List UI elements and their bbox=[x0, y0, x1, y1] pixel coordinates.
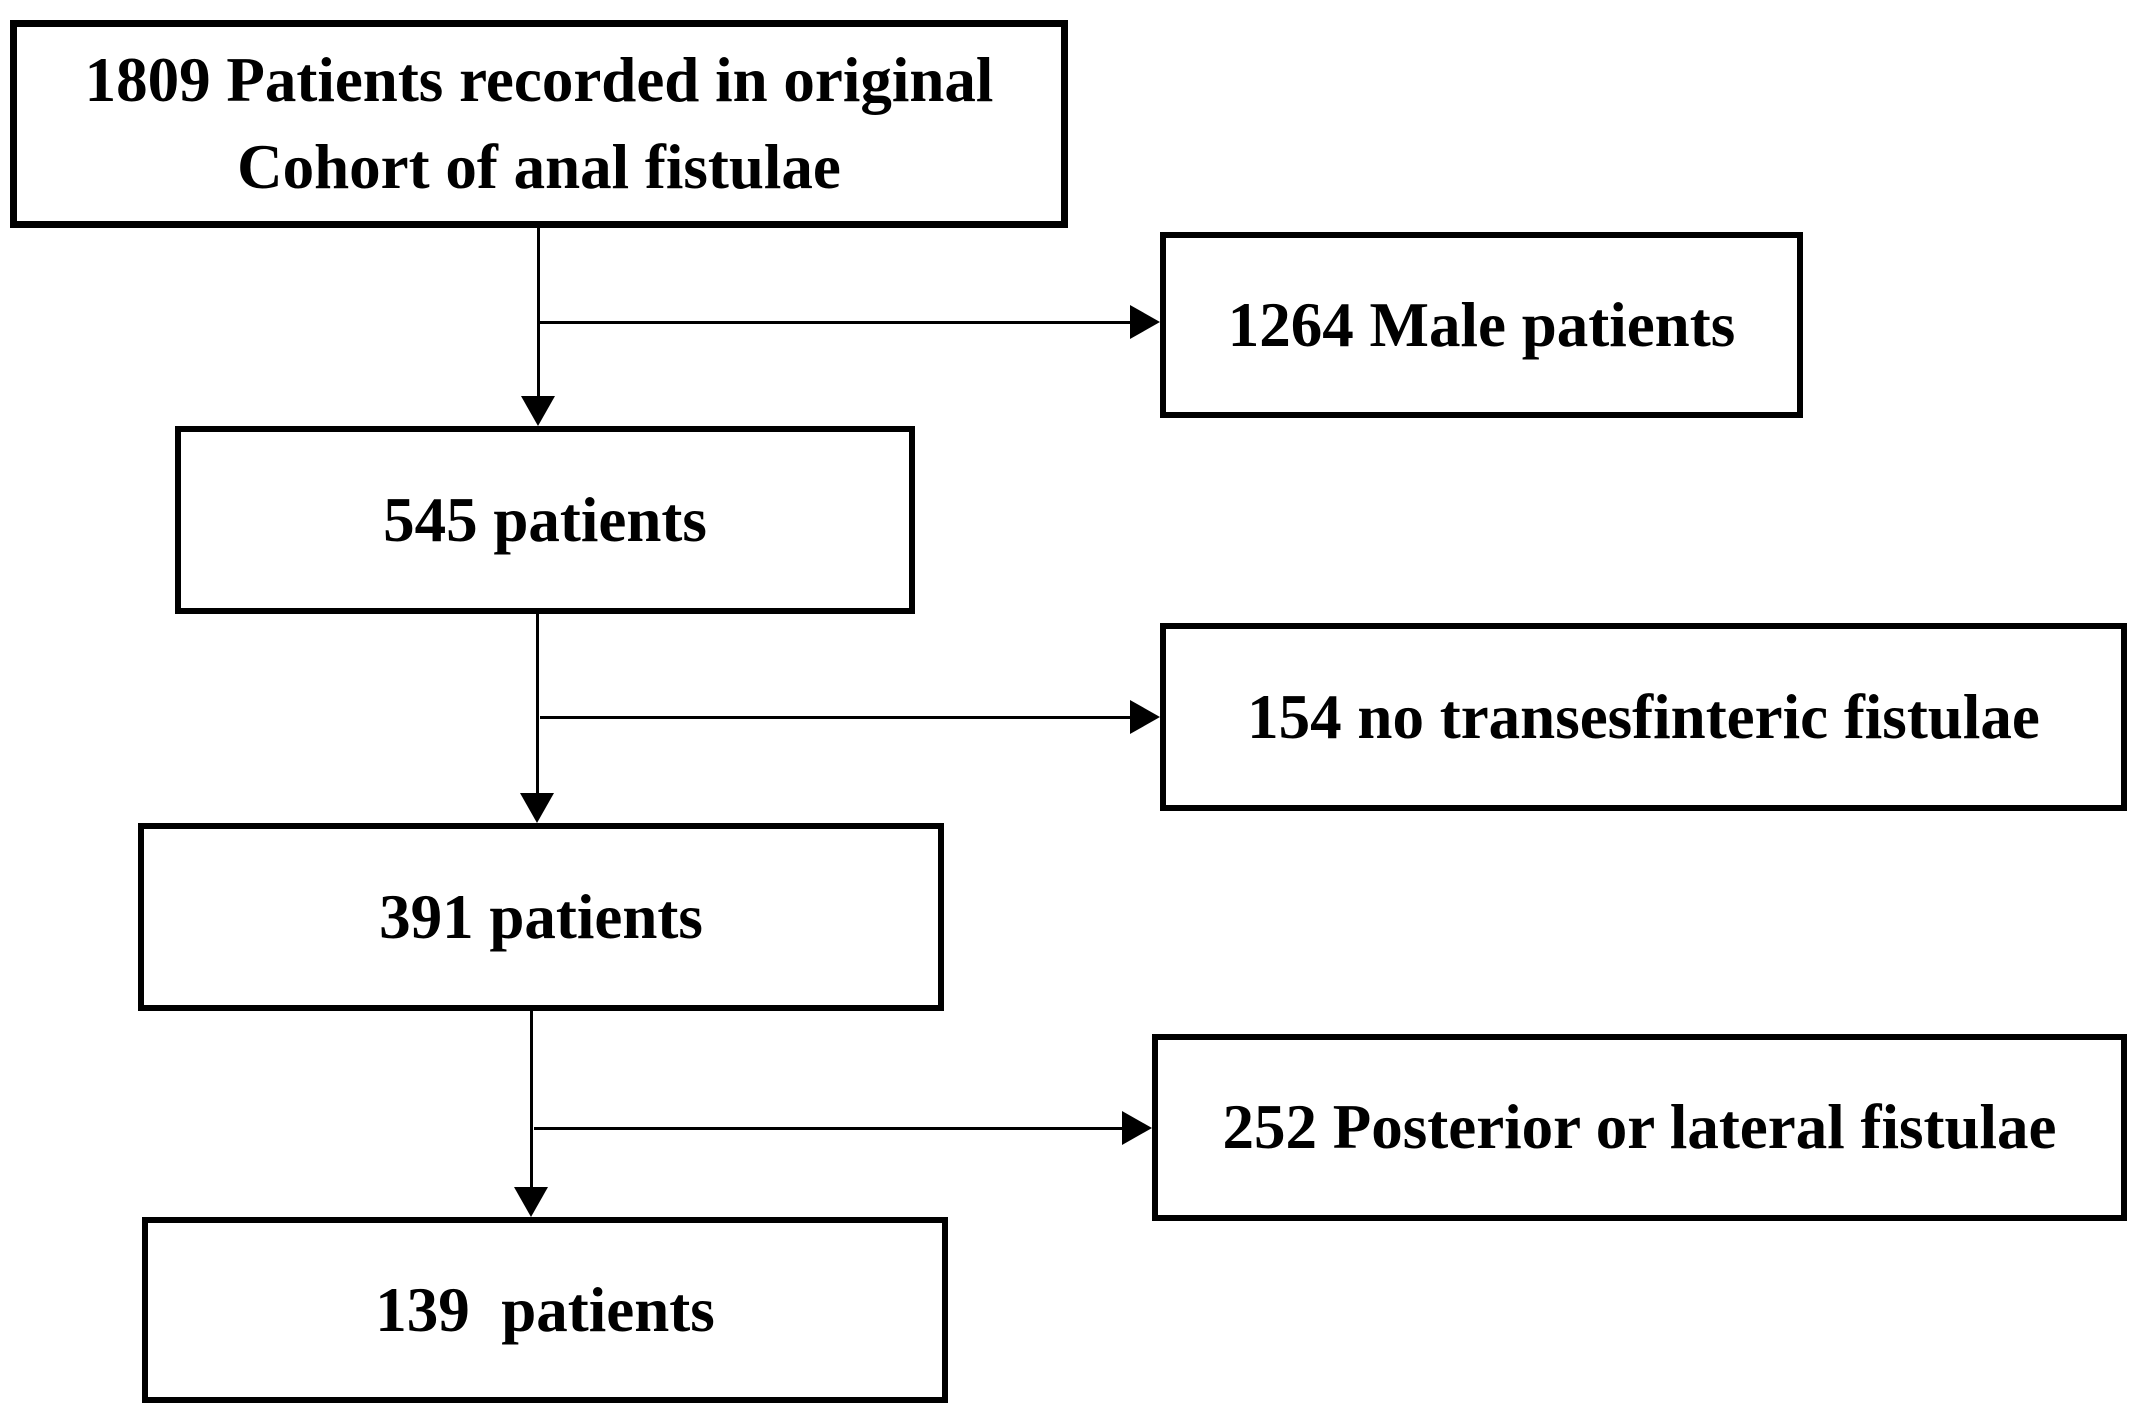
connector-branch-to-no-transsphincteric bbox=[540, 716, 1130, 719]
node-initial-cohort-line-2: Cohort of anal fistulae bbox=[237, 132, 841, 202]
connector-branch-to-posterior-lateral bbox=[534, 1127, 1122, 1130]
connector-391-to-139 bbox=[530, 1010, 533, 1189]
connector-cohort-to-545 bbox=[537, 227, 540, 398]
node-545-patients-label: 545 patients bbox=[383, 484, 707, 555]
node-initial-cohort-line-1: 1809 Patients recorded in original bbox=[84, 45, 994, 116]
arrow-down-icon bbox=[514, 1187, 548, 1217]
node-391-patients bbox=[138, 823, 944, 1011]
node-139-patients bbox=[142, 1217, 948, 1403]
arrow-down-icon bbox=[520, 793, 554, 823]
node-posterior-lateral-label: 252 Posterior or lateral fistulae bbox=[1222, 1092, 2057, 1163]
connector-branch-to-male-patients bbox=[538, 321, 1132, 324]
node-545-patients bbox=[175, 426, 915, 614]
node-no-transsphincteric-label: 154 no transesfinteric fistulae bbox=[1247, 681, 2040, 752]
node-initial-cohort bbox=[10, 20, 1068, 228]
arrow-right-icon bbox=[1130, 700, 1160, 734]
node-391-patients-label: 391 patients bbox=[379, 881, 703, 952]
arrow-down-icon bbox=[521, 396, 555, 426]
node-posterior-lateral-fistulae bbox=[1152, 1034, 2127, 1221]
node-no-transsphincteric-fistulae bbox=[1160, 623, 2127, 811]
arrow-right-icon bbox=[1122, 1111, 1152, 1145]
arrow-right-icon bbox=[1130, 305, 1160, 339]
node-male-patients-label: 1264 Male patients bbox=[1227, 289, 1736, 360]
node-139-patients-label: 139 patients bbox=[375, 1274, 715, 1345]
node-male-patients bbox=[1160, 232, 1803, 418]
connector-545-to-391 bbox=[536, 613, 539, 795]
